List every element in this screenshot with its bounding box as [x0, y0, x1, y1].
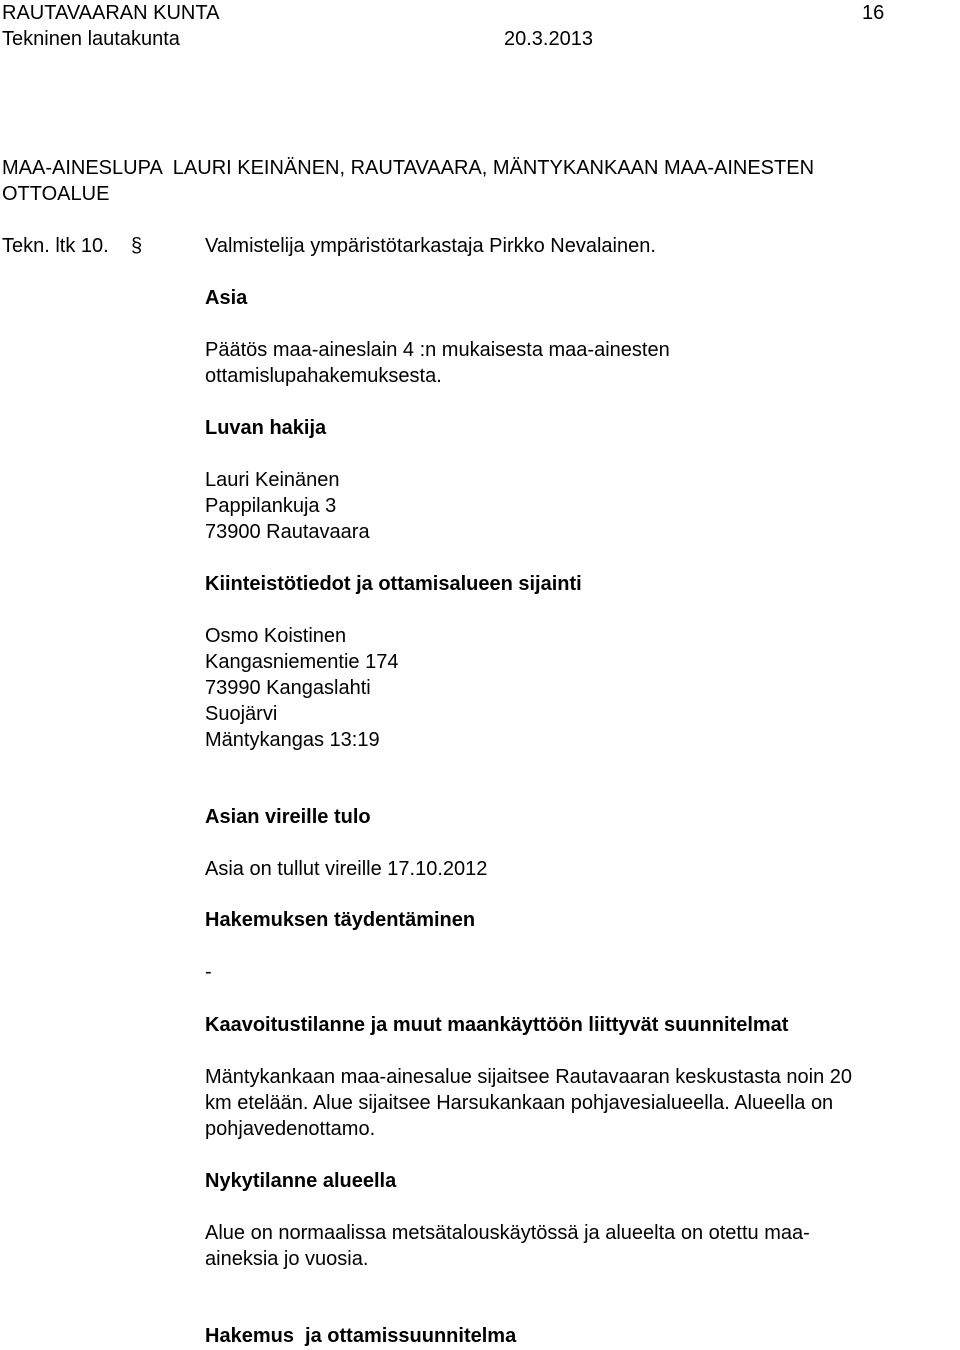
kaavoitus-line: pohjavedenottamo. [205, 1118, 376, 1140]
asia-line: Päätös maa-aineslain 4 :n mukaisesta maa-ainesten [205, 339, 670, 361]
section-symbol: § [131, 235, 143, 257]
property-line: 73990 Kangaslahti [205, 677, 371, 699]
property-line: Suojärvi [205, 703, 278, 725]
board-name: Tekninen lautakunta [2, 28, 180, 50]
asia-line: ottamislupahakemuksesta. [205, 365, 442, 387]
heading-vireille-tulo: Asian vireille tulo [205, 806, 371, 828]
heading-hakemus: Hakemus ja ottamissuunnitelma [205, 1325, 517, 1347]
preparer-line: Valmistelija ympäristötarkastaja Pirkko Nevalainen. [205, 235, 656, 257]
applicant-line: Lauri Keinänen [205, 469, 340, 491]
page-number: 16 [862, 2, 885, 24]
vireille-line: Asia on tullut vireille 17.10.2012 [205, 858, 488, 880]
heading-taydentaminen: Hakemuksen täydentäminen [205, 909, 476, 931]
property-line: Kangasniementie 174 [205, 651, 399, 673]
document-title-cont: OTTOALUE [2, 183, 110, 205]
nykytilanne-line: aineksia jo vuosia. [205, 1248, 369, 1270]
heading-kiinteistotiedot: Kiinteistötiedot ja ottamisalueen sijainti [205, 573, 582, 595]
section-label: Tekn. ltk 10. [2, 235, 109, 257]
kaavoitus-line: km etelään. Alue sijaitsee Harsukankaan pohjavesialueella. Alueella on [205, 1092, 834, 1114]
municipality-name: RAUTAVAARAN KUNTA [2, 2, 220, 24]
applicant-line: Pappilankuja 3 [205, 495, 337, 517]
taydentaminen-line: - [205, 961, 212, 983]
heading-asia: Asia [205, 287, 248, 309]
document-title: MAA-AINESLUPA LAURI KEINÄNEN, RAUTAVAARA, MÄNTYKANKAAN MAA-AINESTEN [2, 157, 815, 179]
nykytilanne-line: Alue on normaalissa metsätalouskäytössä ja alueelta on otettu maa- [205, 1222, 810, 1244]
kaavoitus-line: Mäntykankaan maa-ainesalue sijaitsee Rautavaaran keskustasta noin 20 [205, 1066, 853, 1088]
applicant-line: 73900 Rautavaara [205, 521, 370, 543]
heading-kaavoitustilanne: Kaavoitustilanne ja muut maankäyttöön liittyvät suunnitelmat [205, 1014, 789, 1036]
meeting-date: 20.3.2013 [504, 28, 593, 50]
heading-nykytilanne: Nykytilanne alueella [205, 1170, 397, 1192]
heading-luvan-hakija: Luvan hakija [205, 417, 327, 439]
property-line: Osmo Koistinen [205, 625, 347, 647]
property-line: Mäntykangas 13:19 [205, 729, 380, 751]
